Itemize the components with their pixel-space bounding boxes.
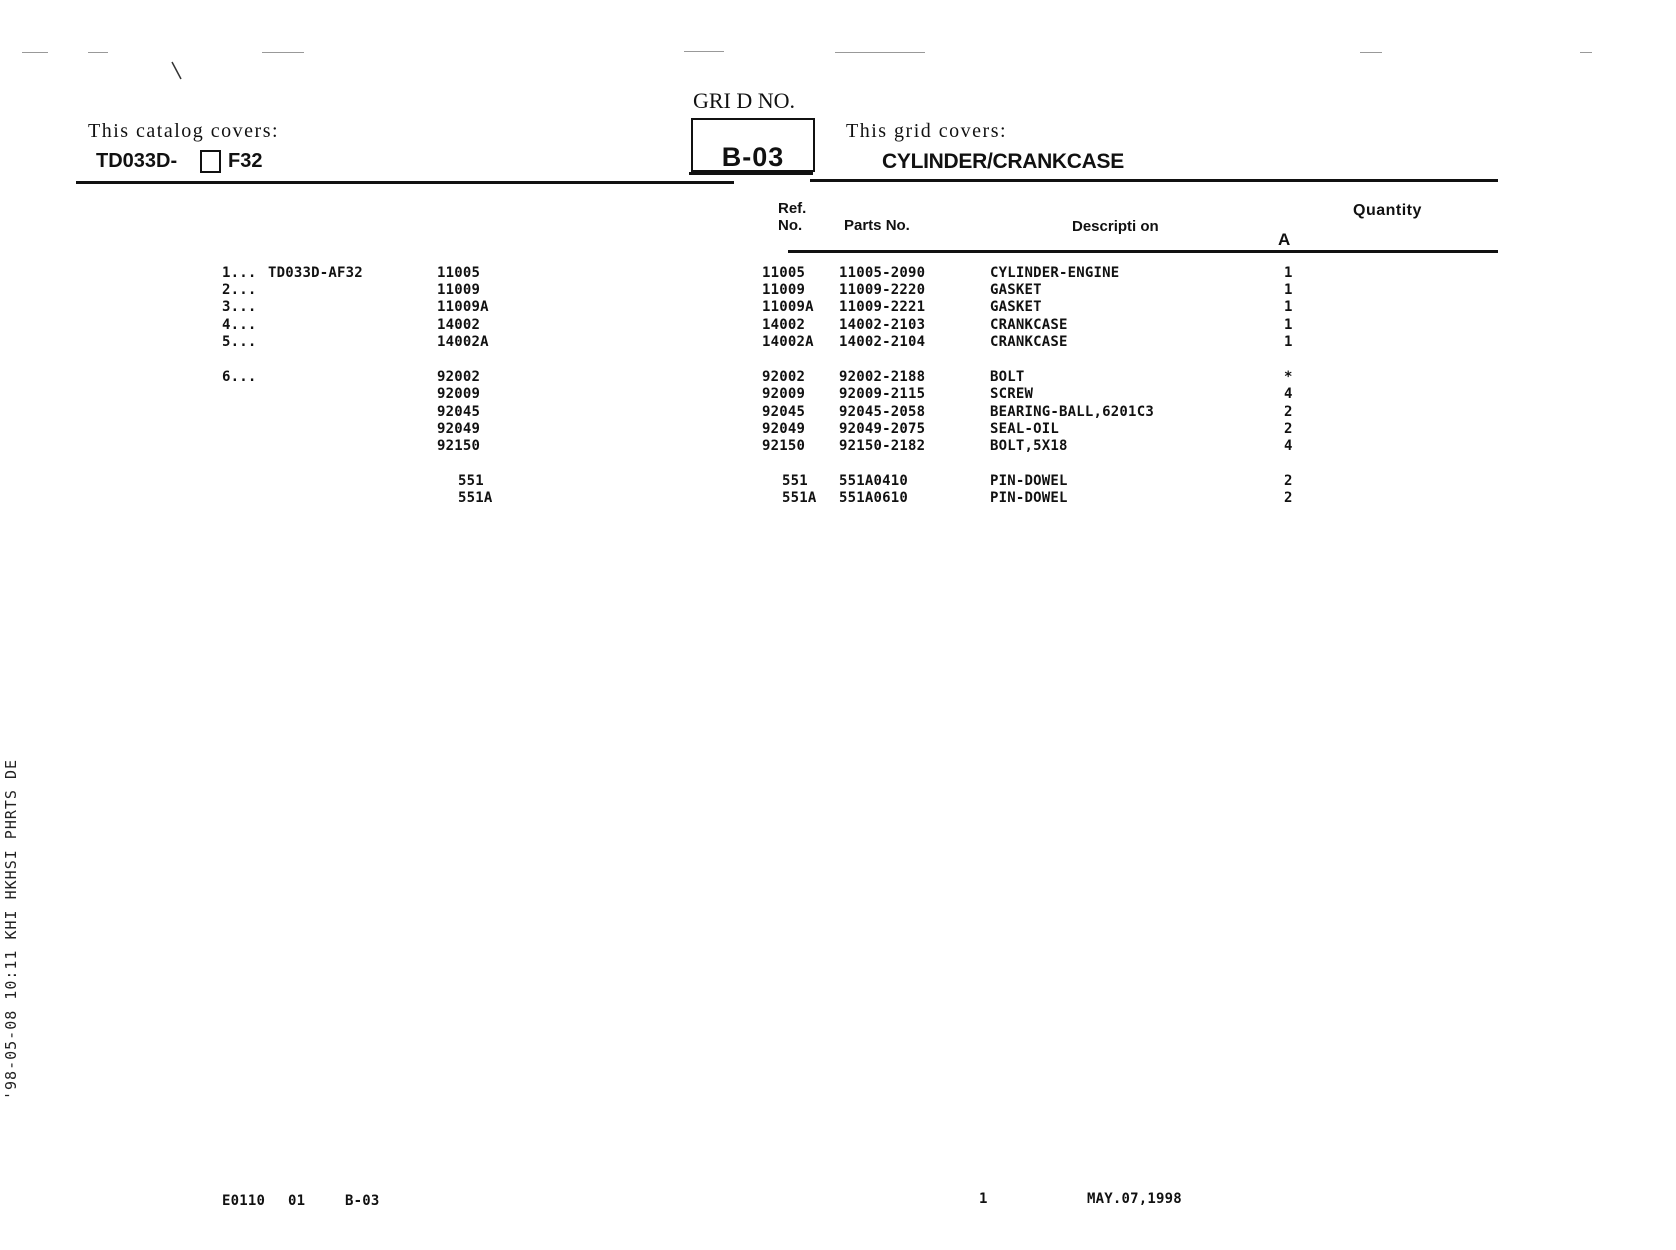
part-no-cell: 14002-2103 — [839, 317, 926, 333]
grid-no-label: GRI D NO. — [693, 88, 796, 113]
index-ref: 92150 — [437, 438, 481, 454]
part-no-cell: 11005-2090 — [839, 265, 926, 281]
description-cell: BOLT,5X18 — [990, 438, 1068, 454]
part-no-cell: 92150-2182 — [839, 438, 926, 454]
index-ref: 551A — [458, 490, 493, 506]
quantity-header: Quantity — [1353, 202, 1422, 219]
quantity-cell: 2 — [1284, 490, 1293, 506]
ref-no-cell: 92009 — [762, 386, 806, 402]
grid-covers-value: CYLINDER/CRANKCASE — [882, 150, 1124, 173]
scan-mark — [1360, 52, 1382, 53]
description-cell: PIN-DOWEL — [990, 490, 1068, 506]
footer-grid: B-03 — [345, 1193, 380, 1209]
model-variant-box — [200, 150, 221, 173]
scan-stroke — [170, 60, 184, 82]
quantity-cell: * — [1284, 369, 1293, 385]
index-item: 1... — [222, 265, 257, 281]
ref-no-cell: 92049 — [762, 421, 806, 437]
quantity-cell: 4 — [1284, 386, 1293, 402]
table-header-rule — [788, 250, 1498, 253]
part-no-cell: 551A0610 — [839, 490, 909, 506]
parts-no-header: Parts No. — [844, 217, 910, 234]
quantity-cell: 2 — [1284, 421, 1293, 437]
index-model: TD033D-AF32 — [268, 265, 363, 281]
index-item: 5... — [222, 334, 257, 350]
part-no-cell: 92049-2075 — [839, 421, 926, 437]
index-ref: 14002A — [437, 334, 489, 350]
ref-no-cell: 551A — [782, 490, 817, 506]
index-ref: 92045 — [437, 404, 481, 420]
part-no-cell: 551A0410 — [839, 473, 909, 489]
description-cell: CRANKCASE — [990, 334, 1068, 350]
header-rule-left — [76, 181, 734, 184]
scan-mark — [835, 52, 925, 53]
ref-no-cell: 11009 — [762, 282, 806, 298]
ref-no-cell: 551 — [782, 473, 808, 489]
description-cell: GASKET — [990, 299, 1042, 315]
grid-number-box — [691, 118, 815, 172]
ref-no-cell: 92002 — [762, 369, 806, 385]
index-ref: 14002 — [437, 317, 481, 333]
scan-mark — [22, 52, 48, 53]
ref-no-header-line1: Ref. — [778, 200, 807, 217]
ref-no-cell: 92150 — [762, 438, 806, 454]
footer-page-number: 1 — [979, 1191, 988, 1207]
grid-number: B-03 — [721, 142, 785, 172]
description-cell: BOLT — [990, 369, 1025, 385]
footer-date: MAY.07,1998 — [1087, 1191, 1182, 1207]
index-item: 3... — [222, 299, 257, 315]
part-no-cell: 92002-2188 — [839, 369, 926, 385]
ref-no-cell: 14002A — [762, 334, 814, 350]
description-cell: GASKET — [990, 282, 1042, 298]
scan-mark — [684, 51, 724, 52]
index-ref: 11005 — [437, 265, 481, 281]
quantity-cell: 1 — [1284, 334, 1293, 350]
ref-no-cell: 92045 — [762, 404, 806, 420]
description-cell: SEAL-OIL — [990, 421, 1060, 437]
index-ref: 11009 — [437, 282, 481, 298]
ref-no-header-line2: No. — [778, 217, 803, 234]
description-cell: SCREW — [990, 386, 1034, 402]
footer-code: E0110 — [222, 1193, 266, 1209]
model-suffix: F32 — [228, 150, 263, 172]
footer-revision: 01 — [288, 1193, 306, 1209]
part-no-cell: 92045-2058 — [839, 404, 926, 420]
quantity-cell: 1 — [1284, 282, 1293, 298]
index-ref: 551 — [458, 473, 484, 489]
description-cell: CRANKCASE — [990, 317, 1068, 333]
ref-no-cell: 11009A — [762, 299, 814, 315]
part-no-cell: 11009-2220 — [839, 282, 926, 298]
scan-mark — [262, 52, 304, 53]
index-ref: 11009A — [437, 299, 489, 315]
fax-stamp: '98-05-08 10:11 KHI HKHSI PHRTS DE — [2, 758, 20, 1100]
catalog-covers-label: This catalog covers: — [88, 120, 280, 142]
index-ref: 92009 — [437, 386, 481, 402]
grid-covers-label: This grid covers: — [846, 120, 1008, 142]
description-cell: BEARING-BALL,6201C3 — [990, 404, 1154, 420]
header-rule-right — [810, 179, 1498, 182]
part-no-cell: 14002-2104 — [839, 334, 926, 350]
quantity-column-a-header: A — [1278, 230, 1291, 249]
index-ref: 92049 — [437, 421, 481, 437]
scan-mark — [1580, 52, 1592, 53]
index-ref: 92002 — [437, 369, 481, 385]
model-prefix: TD033D- — [96, 150, 178, 172]
grid-box-underline — [689, 172, 813, 175]
quantity-cell: 2 — [1284, 404, 1293, 420]
index-item: 4... — [222, 317, 257, 333]
ref-no-cell: 14002 — [762, 317, 806, 333]
quantity-cell: 1 — [1284, 317, 1293, 333]
index-item: 6... — [222, 369, 257, 385]
quantity-cell: 2 — [1284, 473, 1293, 489]
quantity-cell: 4 — [1284, 438, 1293, 454]
ref-no-cell: 11005 — [762, 265, 806, 281]
part-no-cell: 92009-2115 — [839, 386, 926, 402]
scan-mark — [88, 52, 108, 53]
index-item: 2... — [222, 282, 257, 298]
description-cell: CYLINDER-ENGINE — [990, 265, 1120, 281]
description-header: Descripti on — [1072, 218, 1159, 235]
quantity-cell: 1 — [1284, 299, 1293, 315]
quantity-cell: 1 — [1284, 265, 1293, 281]
description-cell: PIN-DOWEL — [990, 473, 1068, 489]
part-no-cell: 11009-2221 — [839, 299, 926, 315]
